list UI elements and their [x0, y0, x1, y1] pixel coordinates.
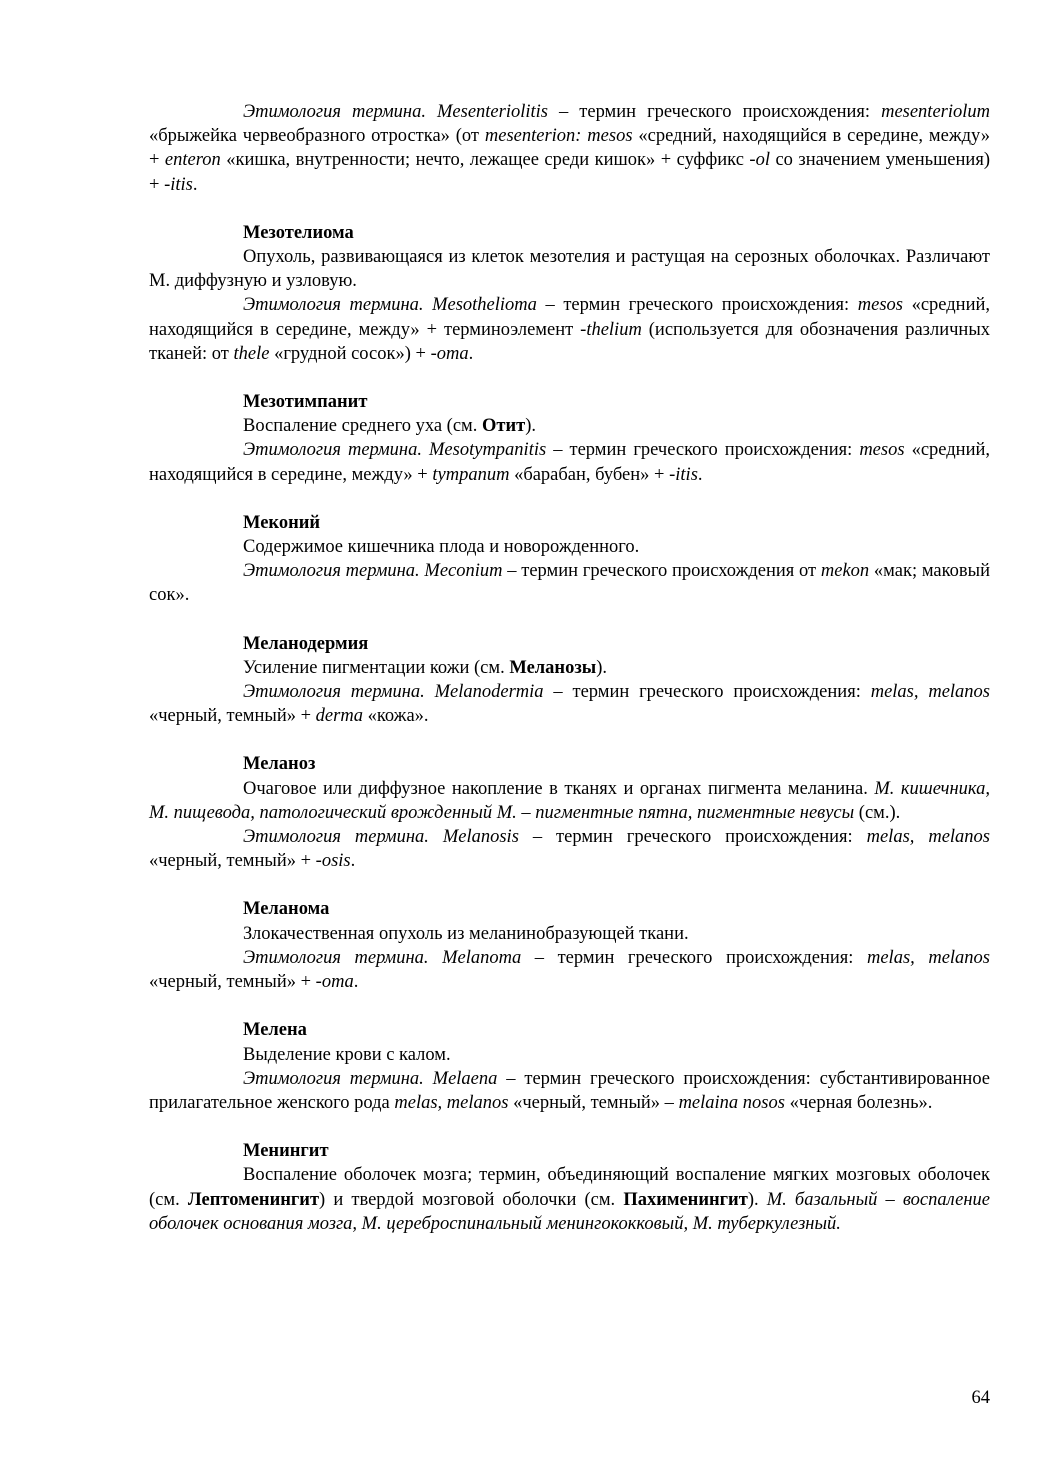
text-run: – термин греческого происхождения: — [543, 682, 871, 703]
text-run: ) и твердой мозговой оболочки (см. — [319, 1189, 624, 1210]
text-run: tympanum — [432, 464, 510, 485]
dictionary-entry — [149, 100, 990, 197]
text-run: -oma — [430, 343, 469, 364]
cross-reference: Меланозы — [509, 657, 597, 678]
text-run: mesenteriolum — [881, 102, 991, 122]
text-run: Опухоль, развивающаяся из клеток мезотелия и растущая на серозных оболочках. Различают М. диффузную и узловую. — [149, 247, 990, 292]
text-run: mesenterion: mesos — [484, 126, 633, 147]
text-run: «черная болезнь». — [784, 1092, 933, 1113]
text-run: mesos — [859, 440, 905, 461]
text-run: (см.). — [854, 802, 901, 823]
text-run: Содержимое кишечника плода и новорожденного. — [243, 537, 640, 558]
etymology-paragraph — [149, 680, 990, 728]
text-run: – термин греческого происхождения: — [547, 102, 882, 122]
dictionary-entry — [149, 752, 990, 873]
entry-term: Меланоз — [243, 754, 316, 775]
text-run: ). — [525, 416, 537, 437]
definition-paragraph — [149, 1163, 990, 1236]
dictionary-entry — [149, 897, 990, 994]
text-run: Усиление пигментации кожи (см. — [243, 657, 510, 678]
text-run: «черный, темный» – — [508, 1092, 679, 1113]
text-run: – термин греческого происхождения: — [536, 295, 858, 316]
etymology-paragraph — [149, 438, 990, 486]
cross-reference: Отит — [482, 416, 526, 437]
entry-term: Меланодермия — [243, 633, 369, 654]
dictionary-entries — [149, 100, 990, 1236]
etymology-paragraph — [149, 946, 990, 994]
dictionary-entry — [149, 511, 990, 608]
text-run: «мак; маковый сок». — [149, 561, 990, 606]
text-run: Очаговое или диффузное накопление в тканях и органах пигмента меланина. — [243, 778, 875, 799]
text-run: derma — [315, 706, 363, 727]
definition-paragraph — [149, 1043, 990, 1067]
text-run: Этимология термина. Melanoma — [243, 947, 522, 968]
definition-paragraph — [149, 777, 990, 825]
text-run: – термин греческого происхождения: субстантивированное прилагательное женского рода — [149, 1068, 991, 1113]
text-run: enteron — [164, 150, 221, 171]
entry-term: Менингит — [243, 1141, 329, 1162]
text-run: melaina nosos — [678, 1092, 785, 1113]
text-run: Этимология термина. Melanodermia — [243, 682, 544, 703]
text-run: Воспаление среднего уха (см. — [243, 416, 482, 437]
definition-paragraph — [149, 922, 990, 946]
text-run: – термин греческого происхождения: — [546, 440, 860, 461]
text-run: Этимология термина. Mesenteriolitis — [243, 102, 548, 122]
definition-paragraph — [149, 414, 990, 438]
text-run: – термин греческого происхождения: — [521, 947, 867, 968]
text-run: Этимология термина. Mesotheliomа — [243, 295, 537, 316]
text-run: «грудной сосок») + — [269, 343, 431, 364]
text-run: Этимология термина. Melaena — [243, 1068, 498, 1089]
definition-paragraph — [149, 656, 990, 680]
entry-term: Мелена — [243, 1020, 307, 1041]
text-run: Злокачественная опухоль из меланинобразующей ткани. — [243, 923, 689, 944]
text-run: -osis — [315, 851, 351, 872]
text-run: ). — [747, 1189, 767, 1210]
text-run: М. базальный – воспаление оболочек основания мозга, М. цереброспинальный менингококковый, М. туберкулезный. — [149, 1189, 990, 1234]
entry-term: Меконий — [243, 512, 321, 533]
text-run: М. кишечника, М. пищевода, патологический врожденный М. – пигментные пятна, пигментные невусы — [149, 778, 990, 823]
dictionary-entry — [149, 390, 990, 487]
text-run: Выделение крови с калом. — [243, 1044, 451, 1065]
text-run: . — [350, 851, 356, 872]
entry-term: Меланома — [243, 899, 330, 920]
text-run: «кишка, внутренности; нечто, лежащее среди кишок» + суффикс — [220, 150, 750, 171]
text-run: . — [353, 972, 359, 993]
text-run: mesos — [857, 295, 903, 316]
text-run: melas, melanos — [866, 827, 991, 848]
text-run: (используется для обозначения различных тканей: от — [149, 319, 991, 364]
definition-paragraph — [149, 245, 990, 293]
definition-paragraph — [149, 535, 990, 559]
text-run: «средний, находящийся в середине, между» + — [149, 126, 990, 171]
cross-reference: Пахименингит — [623, 1189, 748, 1210]
text-run: – термин греческого происхождения: — [518, 827, 867, 848]
entry-term: Мезотелиома — [243, 222, 354, 243]
text-run: -ol — [749, 150, 770, 171]
text-run: «черный, темный» + — [149, 851, 316, 872]
text-run: -oma — [315, 972, 354, 993]
text-run: – термин греческого происхождения от — [502, 561, 821, 582]
text-run: Воспаление оболочек мозга; термин, объединяющий воспаление мягких мозговых оболочек (см. — [149, 1165, 990, 1210]
text-run: . — [468, 343, 474, 364]
etymology-paragraph — [149, 293, 990, 366]
text-run: -itis — [164, 174, 193, 195]
text-run: «средний, находящийся в середине, между» + терминоэлемент — [149, 295, 990, 340]
text-run: Этимология термина. Meconium — [243, 561, 503, 582]
etymology-paragraph — [149, 100, 990, 197]
text-run: «средний, находящийся в середине, между» + — [149, 440, 991, 485]
entry-term: Мезотимпанит — [243, 392, 368, 413]
text-run: melas, melanos — [394, 1092, 509, 1113]
text-run: . — [192, 174, 198, 195]
text-run: «брыжейка червеобразного отростка» (от — [149, 126, 485, 147]
text-run: «черный, темный» + — [149, 972, 316, 993]
dictionary-entry — [149, 632, 990, 729]
text-run: mekon — [820, 561, 870, 582]
dictionary-entry — [149, 1139, 990, 1236]
text-run: «черный, темный» + — [149, 706, 316, 727]
page-number: 64 — [971, 1388, 990, 1408]
text-run: -itis — [669, 464, 698, 485]
text-run: melas, melanos — [866, 947, 990, 968]
text-run: thele — [233, 343, 270, 364]
etymology-paragraph — [149, 559, 990, 607]
etymology-paragraph — [149, 825, 990, 873]
text-run: «барабан, бубен» + — [509, 464, 670, 485]
text-run: Этимология термина. Melanosis — [243, 827, 519, 848]
cross-reference: Лептоменингит — [187, 1189, 320, 1210]
dictionary-entry — [149, 221, 990, 366]
text-run: melas, melanos — [870, 682, 990, 703]
text-run: Этимология термина. Mesotympanitis — [243, 440, 547, 461]
etymology-paragraph — [149, 1067, 990, 1115]
text-run: «кожа». — [362, 706, 429, 727]
text-run: -thelium — [580, 319, 642, 340]
text-run: ). — [596, 657, 608, 678]
text-run: со значением уменьшения) + — [149, 150, 990, 195]
text-run: . — [697, 464, 703, 485]
dictionary-entry — [149, 1018, 990, 1115]
